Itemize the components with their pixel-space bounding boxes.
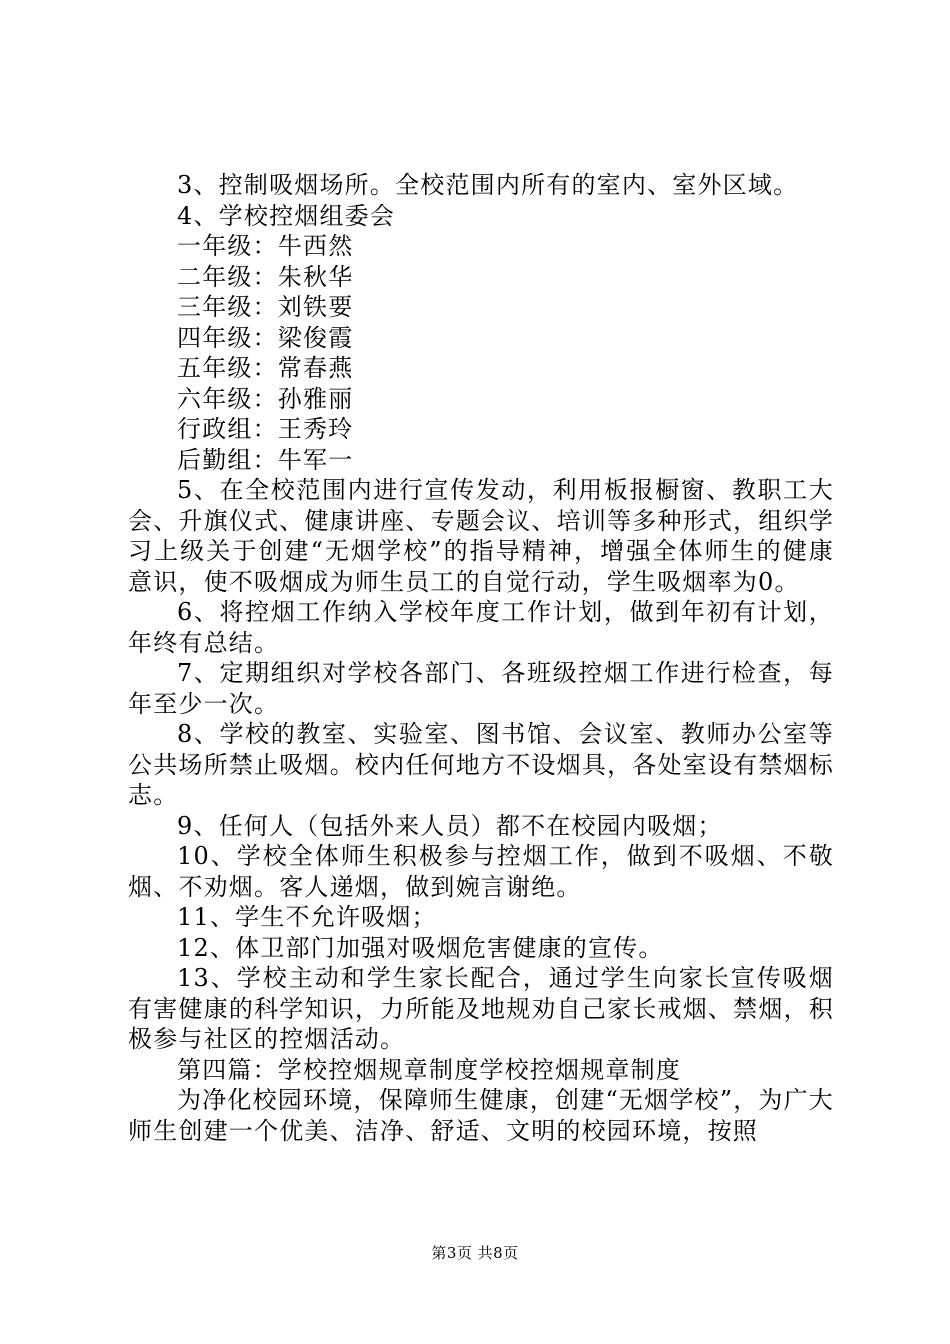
paragraph-item-9: 9、任何人（包括外来人员）都不在校园内吸烟； [177,811,723,840]
page-number-footer: 第3页 共8页 [431,1244,519,1262]
committee-member-list [128,231,834,475]
paragraph-item-10: 10、学校全体师生积极参与控烟工作，做到不吸烟、不敬烟、不劝烟。客人递烟，做到婉言谢绝。 [128,842,834,901]
committee-member-grade-6: 六年级：孙雅丽 [177,384,354,413]
paragraph-item-12: 12、体卫部门加强对吸烟危害健康的宣传。 [177,933,664,962]
committee-member-logistics: 后勤组：牛军一 [177,445,354,474]
committee-member-admin: 行政组：王秀玲 [177,415,354,443]
paragraph-item-3: 3、控制吸烟场所。全校范围内所有的室内、室外区域。 [177,171,799,199]
paragraph-item-7: 7、定期组织对学校各部门、各班级控烟工作进行检查，每年至少一次。 [128,659,834,718]
section-intro-paragraph: 为净化校园环境，保障师生健康，创建“无烟学校”，为广大师生创建一个优美、洁净、舒适、文明的校园环境，按照 [128,1086,834,1145]
paragraph-item-4: 4、学校控烟组委会 [177,201,396,230]
paragraph-item-8: 8、学校的教室、实验室、图书馆、会议室、教师办公室等公共场所禁止吸烟。校内任何地方不设烟具，各处室设有禁烟标志。 [128,720,834,809]
committee-member-grade-5: 五年级：常春燕 [177,354,354,382]
section-heading: 第四篇：学校控烟规章制度学校控烟规章制度 [177,1055,681,1084]
committee-member-grade-2: 二年级：朱秋华 [177,262,354,291]
paragraph-item-6: 6、将控烟工作纳入学校年度工作计划，做到年初有计划，年终有总结。 [128,598,834,657]
committee-member-grade-4: 四年级：梁俊霞 [177,323,354,352]
document-body [128,170,834,1146]
paragraph-item-5: 5、在全校范围内进行宣传发动，利用板报橱窗、教职工大会、升旗仪式、健康讲座、专题会议、培训等多种形式，组织学习上级关于创建“无烟学校”的指导精神，增强全体师生的健康意识，使不吸烟成为师生员工的自觉行动，学生吸烟率为0。 [128,476,834,596]
paragraph-item-13: 13、学校主动和学生家长配合，通过学生向家长宣传吸烟有害健康的科学知识，力所能及地规劝自己家长戒烟、禁烟，积极参与社区的控烟活动。 [128,964,834,1053]
paragraph-item-11: 11、学生不允许吸烟； [177,903,437,931]
committee-member-grade-3: 三年级：刘铁要 [177,293,354,321]
committee-member-grade-1: 一年级：牛西然 [177,232,354,260]
